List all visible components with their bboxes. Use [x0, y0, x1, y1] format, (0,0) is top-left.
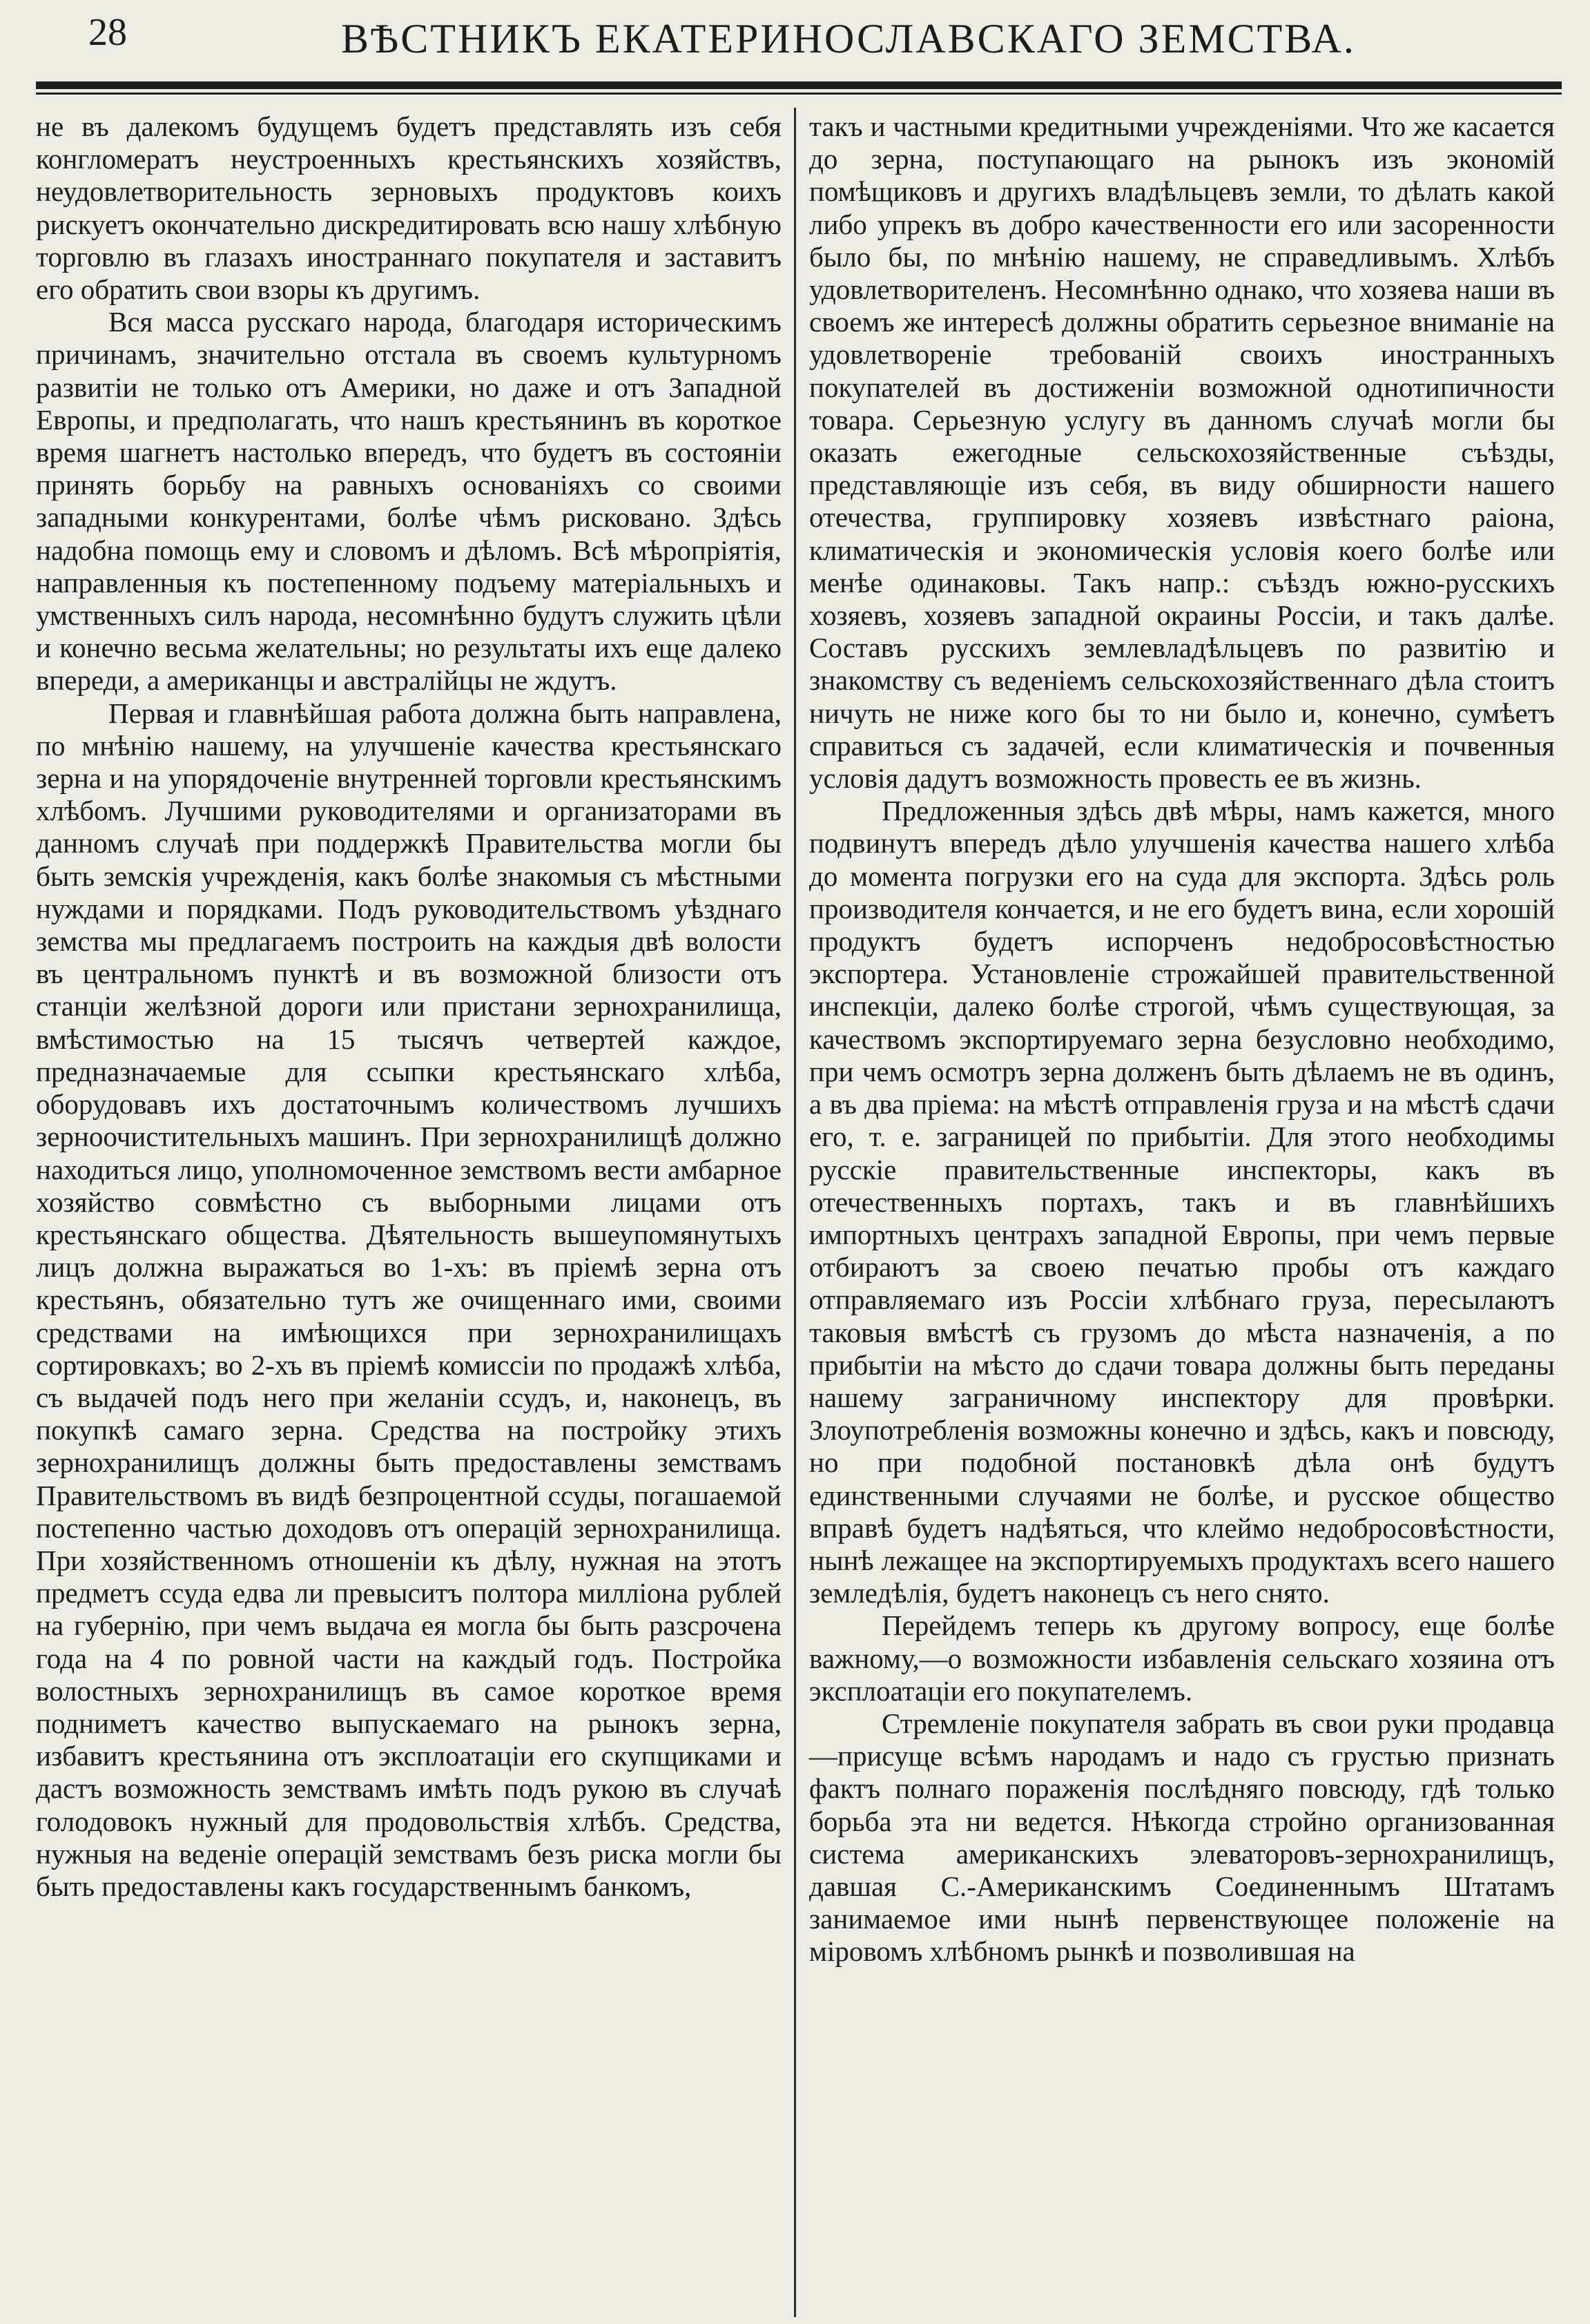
text-column-right — [809, 110, 1555, 1968]
column-divider — [794, 108, 796, 2317]
page-number: 28 — [88, 11, 127, 54]
text-column-left — [36, 110, 782, 1903]
paragraph-continuation: не въ далекомъ будущемъ будетъ представлять изъ себя конгломератъ неустроенныхъ крестьянскихъ хозяйствъ, неудовлетворительность зерновыхъ продуктовъ коихъ рискуетъ окончательно дискредитировать всю нашу хлѣбную торговлю въ глазахъ иностраннаго покупателя и заставитъ его обратить свои взоры къ другимъ. — [36, 110, 782, 306]
paragraph: Первая и главнѣйшая работа должна быть направлена, по мнѣнію нашему, на улучшеніе качества крестьянскаго зерна и на упорядоченіе внутренней торговли крестьянскимъ хлѣбомъ. Лучшими руководителями и организаторами въ данномъ случаѣ при поддержкѣ Правительства могли бы быть земскія учрежденія, какъ болѣе знакомыя съ мѣстными нуждами и порядками. Подъ руководительствомъ уѣзднаго земства мы предлагаемъ построить на каждыя двѣ волости въ центральномъ пунктѣ и въ возможной близости отъ станціи желѣзной дороги или пристани зернохранилища, вмѣстимостью на 15 тысячъ четвертей каждое, предназначаемые для ссыпки крестьянскаго хлѣба, оборудовавъ ихъ достаточнымъ количествомъ лучшихъ зерноочистительныхъ машинъ. При зернохранилищѣ должно находиться лицо, уполномоченное земствомъ вести амбарное хозяйство совмѣстно съ выборными лицами отъ крестьянскаго общества. Дѣятельность вышеупомянутыхъ лицъ должна выражаться во 1-хъ: въ пріемѣ зерна отъ крестьянъ, обязательно тутъ же очищеннаго ими, своими средствами на имѣющихся при зернохранилищахъ сортировкахъ; во 2-хъ въ пріемѣ комиссіи по продажѣ хлѣба, съ выдачей подъ него при желаніи ссудъ, и, наконецъ, въ покупкѣ самаго зерна. Средства на постройку этихъ зернохранилищъ должны быть предоставлены земствамъ Правительствомъ въ видѣ безпроцентной ссуды, погашаемой постепенно частью доходовъ отъ операцій зернохранилища. При хозяйственномъ отношеніи къ дѣлу, нужная на этотъ предметъ ссуда едва ли превыситъ полтора милліона рублей на губернію, при чемъ выдача ея могла бы быть разсрочена года на 4 по ровной части на каждый годъ. Постройка волостныхъ зернохранилищъ въ самое короткое время подниметъ качество выпускаемаго на рынокъ зерна, избавитъ крестьянина отъ эксплоатаціи его скупщиками и дастъ возможность земствамъ имѣть подъ рукою въ случаѣ голодовокъ нужный для продовольствія хлѣбъ. Средства, нужныя на веденіе операцій земствамъ безъ риска могли бы быть предоставлены какъ государственнымъ банкомъ, — [36, 697, 782, 1902]
header-rule-thin — [36, 93, 1562, 95]
paragraph: Вся масса русскаго народа, благодаря историческимъ причинамъ, значительно отстала въ своемъ культурномъ развитіи не только отъ Америки, но даже и отъ Западной Европы, и предполагать, что нашъ крестьянинъ въ короткое время шагнетъ настолько впередъ, что будетъ въ состояніи принять борьбу на равныхъ основаніяхъ со своими западными конкурентами, болѣе чѣмъ рисковано. Здѣсь надобна помощь ему и словомъ и дѣломъ. Всѣ мѣропріятія, направленныя къ постепенному подъему матеріальныхъ и умственныхъ силъ народа, несомнѣнно будутъ служить цѣли и конечно весьма желательны; но результаты ихъ еще далеко впереди, а американцы и австралійцы не ждутъ. — [36, 306, 782, 697]
paragraph: Стремленіе покупателя забрать въ свои руки продавца—присуще всѣмъ народамъ и надо съ грустью признать фактъ полнаго пораженія послѣдняго повсюду, гдѣ только борьба эта ни ведется. Нѣкогда стройно организованная система американскихъ элеваторовъ-зернохранилищъ, давшая С.-Американскимъ Соединеннымъ Штатамъ занимаемое ими нынѣ первенствующее положеніе на міровомъ хлѣбномъ рынкѣ и позволившая на — [809, 1707, 1555, 1968]
paragraph-continuation: такъ и частными кредитными учрежденіями. Что же касается до зерна, поступающаго на рынокъ изъ экономій помѣщиковъ и другихъ владѣльцевъ земли, то дѣлать какой либо упрекъ въ добро качественности его или засоренности было бы, по мнѣнію нашему, не справедливымъ. Хлѣбъ удовлетворителенъ. Несомнѣнно однако, что хозяева наши въ своемъ же интересѣ должны обратить серьезное вниманіе на удовлетвореніе требованій своихъ иностранныхъ покупателей въ достиженіи возможной однотипичности товара. Серьезную услугу въ данномъ случаѣ могли бы оказать ежегодные сельскохозяйственные съѣзды, представляющіе изъ себя, въ виду обширности нашего отечества, группировку хозяевъ извѣстнаго раіона, климатическія и экономическія условія коего болѣе или менѣе одинаковы. Такъ напр.: съѣздъ южно-русскихъ хозяевъ, хозяевъ западной окраины Россіи, и такъ далѣе. Составъ русскихъ землевладѣльцевъ по развитію и знакомству съ веденіемъ сельскохозяйственнаго дѣла стоитъ ничуть не ниже кого бы то ни было и, конечно, сумѣетъ справиться съ задачей, если климатическія и почвенныя условія дадутъ возможность провесть ее въ жизнь. — [809, 110, 1555, 795]
header-rule-thick — [36, 81, 1562, 89]
paragraph: Перейдемъ теперь къ другому вопросу, еще болѣе важному,—о возможности избавленія сельскаго хозяина отъ эксплоатаціи его покупателемъ. — [809, 1609, 1555, 1707]
running-title: ВѢСТНИКЪ ЕКАТЕРИНОСЛАВСКАГО ЗЕМСТВА. — [341, 16, 1356, 61]
paragraph: Предложенныя здѣсь двѣ мѣры, намъ кажется, много подвинутъ впередъ дѣло улучшенія качества нашего хлѣба до момента погрузки его на суда для экспорта. Здѣсь роль производителя кончается, и не его будетъ вина, если хорошій продуктъ будетъ испорченъ недобросовѣстностью экспортера. Установленіе строжайшей правительственной инспекціи, далеко болѣе строгой, чѣмъ существующая, за качествомъ экспортируемаго зерна безусловно необходимо, при чемъ осмотръ зерна долженъ быть дѣлаемъ не въ одинъ, а въ два пріема: на мѣстѣ отправленія груза и на мѣстѣ сдачи его, т. е. заграницей по прибытіи. Для этого необходимы русскіе правительственные инспекторы, какъ въ отечественныхъ портахъ, такъ и въ главнѣйшихъ импортныхъ центрахъ западной Европы, при чемъ первые отбираютъ за своею печатью пробы отъ каждаго отправляемаго изъ Россіи хлѣбнаго груза, пересылаютъ таковыя вмѣстѣ съ грузомъ до мѣста назначенія, а по прибытіи на мѣсто до сдачи товара должны быть переданы нашему заграничному инспектору для провѣрки. Злоупотребленія возможны конечно и здѣсь, какъ и повсюду, но при подобной постановкѣ дѣла онѣ будутъ единственными случаями не болѣе, и русское общество вправѣ будетъ надѣяться, что клеймо недобросовѣстности, нынѣ лежащее на экспортируемыхъ продуктахъ всего нашего земледѣлія, будетъ наконецъ съ него снято. — [809, 795, 1555, 1609]
